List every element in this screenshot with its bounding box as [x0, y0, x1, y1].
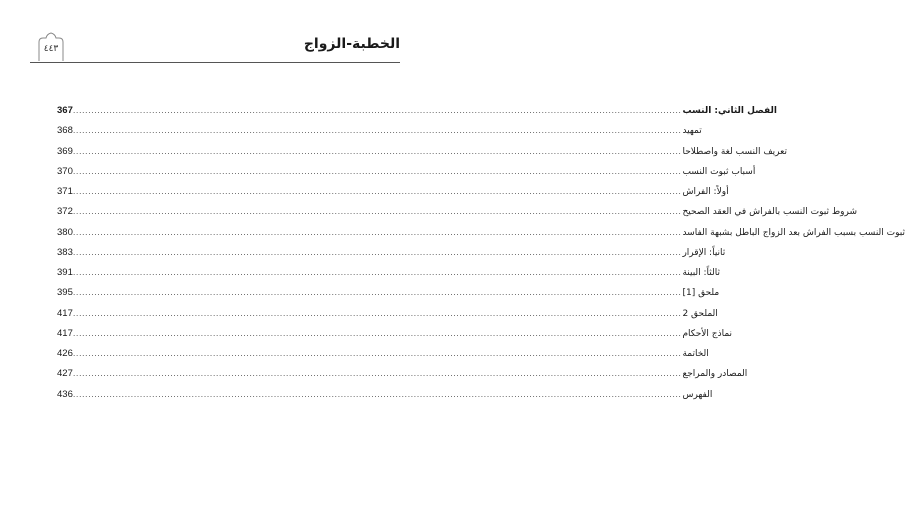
- toc-entry: [57, 324, 733, 344]
- toc-entry-title: نماذج الأحكام: [682, 328, 733, 339]
- toc-entry-title: ثالثاً: البينة: [682, 268, 721, 278]
- toc-page-number: 417: [57, 327, 73, 339]
- toc-page-number: 395: [57, 287, 73, 299]
- toc-entry-title: الملحق 2: [682, 308, 718, 319]
- toc-leader-dots: ........................................................................................................................................................................................................: [72, 288, 682, 298]
- toc-entry: [57, 202, 858, 222]
- toc-entry: [57, 304, 718, 324]
- toc-leader-dots: ........................................................................................................................................................................................................: [72, 166, 682, 176]
- toc-leader-dots: ........................................................................................................................................................................................................: [72, 247, 682, 257]
- toc-entry-title: ملحق [1]: [682, 288, 720, 299]
- toc-leader-dots: ........................................................................................................................................................................................................: [72, 349, 682, 358]
- toc-entry: [57, 243, 726, 263]
- toc-leader-dots: ........................................................................................................................................................................................................: [72, 207, 682, 217]
- header-title: الخطبة-الزواج: [303, 36, 400, 52]
- table-of-contents: [57, 101, 905, 405]
- toc-entry: [57, 101, 777, 121]
- toc-leader-dots: ........................................................................................................................................................................................................: [72, 126, 682, 136]
- toc-leader-dots: ........................................................................................................................................................................................................: [72, 106, 682, 115]
- toc-leader-dots: ........................................................................................................................................................................................................: [72, 146, 682, 156]
- toc-entry: [57, 263, 721, 283]
- toc-page-number: 436: [57, 388, 73, 400]
- toc-leader-dots: ........................................................................................................................................................................................................: [72, 389, 682, 399]
- toc-page-number: 367: [57, 105, 73, 116]
- toc-entry-title: ثبوت النسب بسبب الفراش بعد الزواج الباطل بشبهة الفاسد: [682, 227, 905, 238]
- toc-page-number: 371: [57, 186, 73, 197]
- toc-entry-title: أولاً: الفراش: [682, 187, 729, 197]
- toc-page-number: 372: [57, 206, 73, 218]
- toc-entry: [57, 142, 787, 162]
- toc-page-number: 369: [57, 145, 73, 157]
- toc-page-number: 368: [57, 125, 73, 137]
- toc-entry: [57, 182, 729, 202]
- toc-page-number: 426: [57, 348, 73, 359]
- toc-entry: [57, 385, 713, 405]
- toc-leader-dots: ........................................................................................................................................................................................................: [72, 369, 682, 379]
- toc-entry-title: الخاتمة: [682, 349, 709, 359]
- toc-entry-title: ثانياً: الإقرار: [682, 247, 726, 258]
- toc-leader-dots: ........................................................................................................................................................................................................: [72, 328, 682, 338]
- toc-entry-title: الفصل الثاني: النسب: [682, 106, 777, 116]
- toc-entry: [57, 283, 720, 303]
- toc-leader-dots: ........................................................................................................................................................................................................: [72, 187, 682, 196]
- toc-page-number: 391: [57, 267, 73, 278]
- toc-page-number: 370: [57, 165, 73, 177]
- toc-leader-dots: ........................................................................................................................................................................................................: [72, 268, 682, 277]
- toc-page-number: 383: [57, 246, 73, 258]
- toc-entry: [57, 223, 905, 243]
- page-number: ٤٤٣: [43, 44, 59, 54]
- toc-page-number: 380: [57, 226, 73, 238]
- toc-entry-title: أسباب ثبوت النسب: [682, 166, 756, 177]
- toc-entry-title: الفهرس: [682, 389, 713, 400]
- toc-entry: [57, 364, 748, 384]
- toc-leader-dots: ........................................................................................................................................................................................................: [72, 308, 682, 318]
- toc-entry-title: شروط ثبوت النسب بالفراش في العقد الصحيح: [682, 207, 858, 218]
- toc-entry: [57, 162, 756, 182]
- toc-page-number: 427: [57, 368, 73, 380]
- toc-entry-title: تمهيد: [682, 126, 702, 137]
- toc-entry-title: المصادر والمراجع: [682, 369, 748, 380]
- page-header: [30, 32, 400, 68]
- page-number-badge: [36, 32, 66, 62]
- toc-entry: [57, 121, 702, 141]
- toc-leader-dots: ........................................................................................................................................................................................................: [72, 227, 682, 237]
- toc-entry-title: تعريف النسب لغة واصطلاحا: [682, 146, 787, 157]
- header-divider: [30, 62, 400, 63]
- toc-page-number: 417: [57, 307, 73, 319]
- toc-entry: [57, 344, 709, 364]
